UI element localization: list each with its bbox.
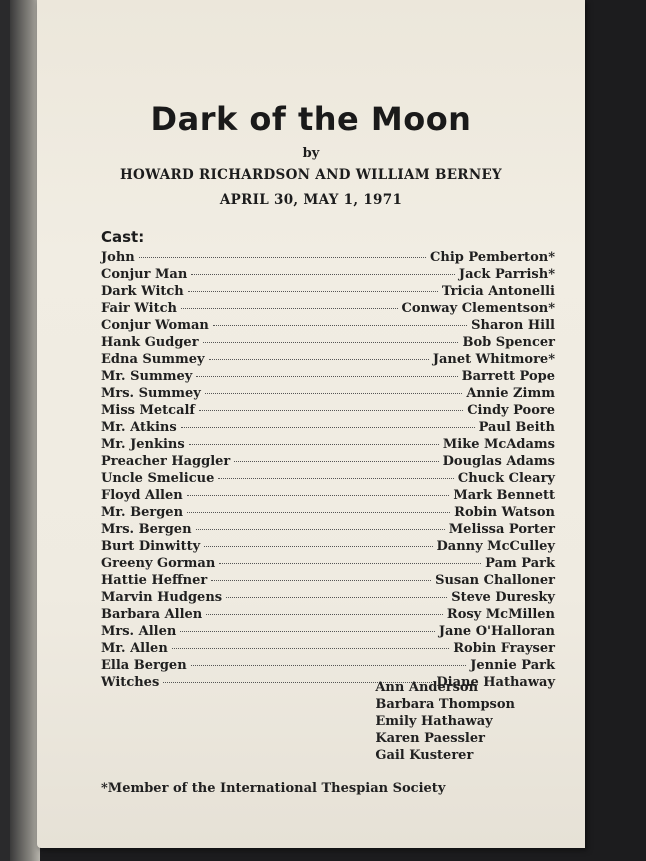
cast-role: Burt Dinwitty	[101, 539, 201, 554]
witch-actor: Barbara Thompson	[375, 697, 515, 712]
cast-role: Mr. Summey	[101, 369, 193, 384]
cast-role: Mr. Atkins	[101, 420, 177, 435]
performance-dates: APRIL 30, MAY 1, 1971	[219, 192, 403, 208]
cast-actor: Tricia Antonelli	[441, 284, 555, 299]
dot-leader	[205, 393, 463, 394]
cast-row	[101, 522, 555, 539]
dot-leader	[203, 342, 459, 343]
cast-row	[101, 556, 555, 573]
dot-leader	[211, 580, 431, 581]
cast-actor: Paul Beith	[478, 420, 555, 435]
cast-actor: Susan Challoner	[435, 573, 555, 588]
cast-row	[101, 267, 555, 284]
cast-actor: Annie Zimm	[466, 386, 555, 401]
dot-leader	[181, 308, 398, 309]
cast-row	[101, 641, 555, 658]
cast-role: Edna Summey	[101, 352, 205, 367]
cast-role: Uncle Smelicue	[101, 471, 215, 486]
authors: HOWARD RICHARDSON AND WILLIAM BERNEY	[120, 167, 502, 183]
cast-role: Dark Witch	[101, 284, 184, 299]
dot-leader	[191, 274, 455, 275]
cast-actor: Jane O'Halloran	[438, 624, 555, 639]
witch-actor: Karen Paessler	[375, 731, 485, 746]
cast-actor: Chip Pemberton*	[430, 250, 555, 265]
dot-leader	[206, 614, 443, 615]
dot-leader	[226, 597, 447, 598]
cast-row	[101, 437, 555, 454]
cast-role: Mrs. Allen	[101, 624, 177, 639]
cast-actor: Danny McCulley	[436, 539, 555, 554]
cast-row	[101, 658, 555, 675]
cast-actor: Chuck Cleary	[457, 471, 555, 486]
cast-row	[101, 505, 555, 522]
cast-actor: Rosy McMillen	[446, 607, 555, 622]
dot-leader	[204, 546, 432, 547]
cast-actor: Sharon Hill	[471, 318, 555, 333]
cast-role: Barbara Allen	[101, 607, 203, 622]
dot-leader	[172, 648, 449, 649]
cast-role: Marvin Hudgens	[101, 590, 223, 605]
cast-role: Fair Witch	[101, 301, 177, 316]
cast-role: Ella Bergen	[101, 658, 187, 673]
dot-leader	[187, 512, 450, 513]
dot-leader	[234, 461, 438, 462]
footnote: *Member of the International Thespian Society	[101, 781, 446, 796]
cast-actor: Melissa Porter	[448, 522, 555, 537]
cast-actor: Mike McAdams	[442, 437, 555, 452]
cast-row	[101, 573, 555, 590]
cast-row	[101, 352, 555, 369]
cast-actor: Janet Whitmore*	[432, 352, 555, 367]
page-edge	[10, 0, 40, 861]
dot-leader	[196, 376, 457, 377]
cast-role: Floyd Allen	[101, 488, 183, 503]
cast-row	[101, 335, 555, 352]
cast-role: Preacher Haggler	[101, 454, 231, 469]
cast-role: John	[101, 250, 135, 265]
cast-row	[101, 607, 555, 624]
cast-role: Mr. Allen	[101, 641, 168, 656]
by-line: by	[302, 146, 320, 161]
cast-role: Hank Gudger	[101, 335, 199, 350]
cast-actor: Pam Park	[485, 556, 555, 571]
cast-row	[101, 369, 555, 386]
program-page	[37, 0, 585, 848]
cast-row	[101, 284, 555, 301]
cast-row	[101, 403, 555, 420]
cast-row	[101, 624, 555, 641]
dot-leader	[213, 325, 467, 326]
dot-leader	[219, 563, 481, 564]
dot-leader	[181, 427, 475, 428]
cast-row	[101, 318, 555, 335]
cast-row	[101, 301, 555, 318]
cast-role: Mrs. Summey	[101, 386, 201, 401]
dot-leader	[209, 359, 429, 360]
cast-actor: Jennie Park	[470, 658, 555, 673]
cast-actor: Jack Parrish*	[458, 267, 555, 282]
cast-row	[101, 539, 555, 556]
cast-role: Conjur Man	[101, 267, 188, 282]
dot-leader	[218, 478, 454, 479]
cast-row	[101, 471, 555, 488]
dot-leader	[189, 444, 439, 445]
cast-actor: Mark Bennett	[453, 488, 555, 503]
dot-leader	[187, 495, 450, 496]
cast-role: Mrs. Bergen	[101, 522, 192, 537]
cast-actor: Cindy Poore	[467, 403, 555, 418]
cast-role: Greeny Gorman	[101, 556, 216, 571]
witches-additional-list	[375, 680, 515, 765]
cast-role: Witches	[101, 675, 160, 690]
cast-heading: Cast:	[101, 228, 145, 246]
cast-actor: Barrett Pope	[461, 369, 555, 384]
page-title: Dark of the Moon	[150, 100, 472, 138]
cast-actor: Steve Duresky	[451, 590, 555, 605]
cast-actor: Conway Clementson*	[401, 301, 555, 316]
cast-row	[101, 386, 555, 403]
cast-role: Mr. Jenkins	[101, 437, 185, 452]
cast-role: Miss Metcalf	[101, 403, 196, 418]
dot-leader	[188, 291, 438, 292]
cast-role: Mr. Bergen	[101, 505, 184, 520]
cast-role: Conjur Woman	[101, 318, 209, 333]
cast-actor: Robin Frayser	[453, 641, 555, 656]
cast-row	[101, 590, 555, 607]
cast-role: Hattie Heffner	[101, 573, 208, 588]
cast-actor: Bob Spencer	[462, 335, 555, 350]
dot-leader	[180, 631, 435, 632]
witch-actor: Gail Kusterer	[375, 748, 474, 763]
witch-actor: Emily Hathaway	[375, 714, 493, 729]
background-left	[0, 0, 40, 861]
dot-leader	[196, 529, 445, 530]
cast-list	[101, 250, 555, 692]
cast-row	[101, 488, 555, 505]
cast-row	[101, 420, 555, 437]
witch-actor: Ann Anderson	[375, 680, 479, 695]
cast-row	[101, 250, 555, 267]
cast-row	[101, 454, 555, 471]
dot-leader	[139, 257, 426, 258]
cast-actor: Douglas Adams	[442, 454, 555, 469]
dot-leader	[199, 410, 463, 411]
cast-actor: Robin Watson	[454, 505, 555, 520]
dot-leader	[191, 665, 467, 666]
cast-actor: Diane Hathaway	[436, 675, 555, 690]
